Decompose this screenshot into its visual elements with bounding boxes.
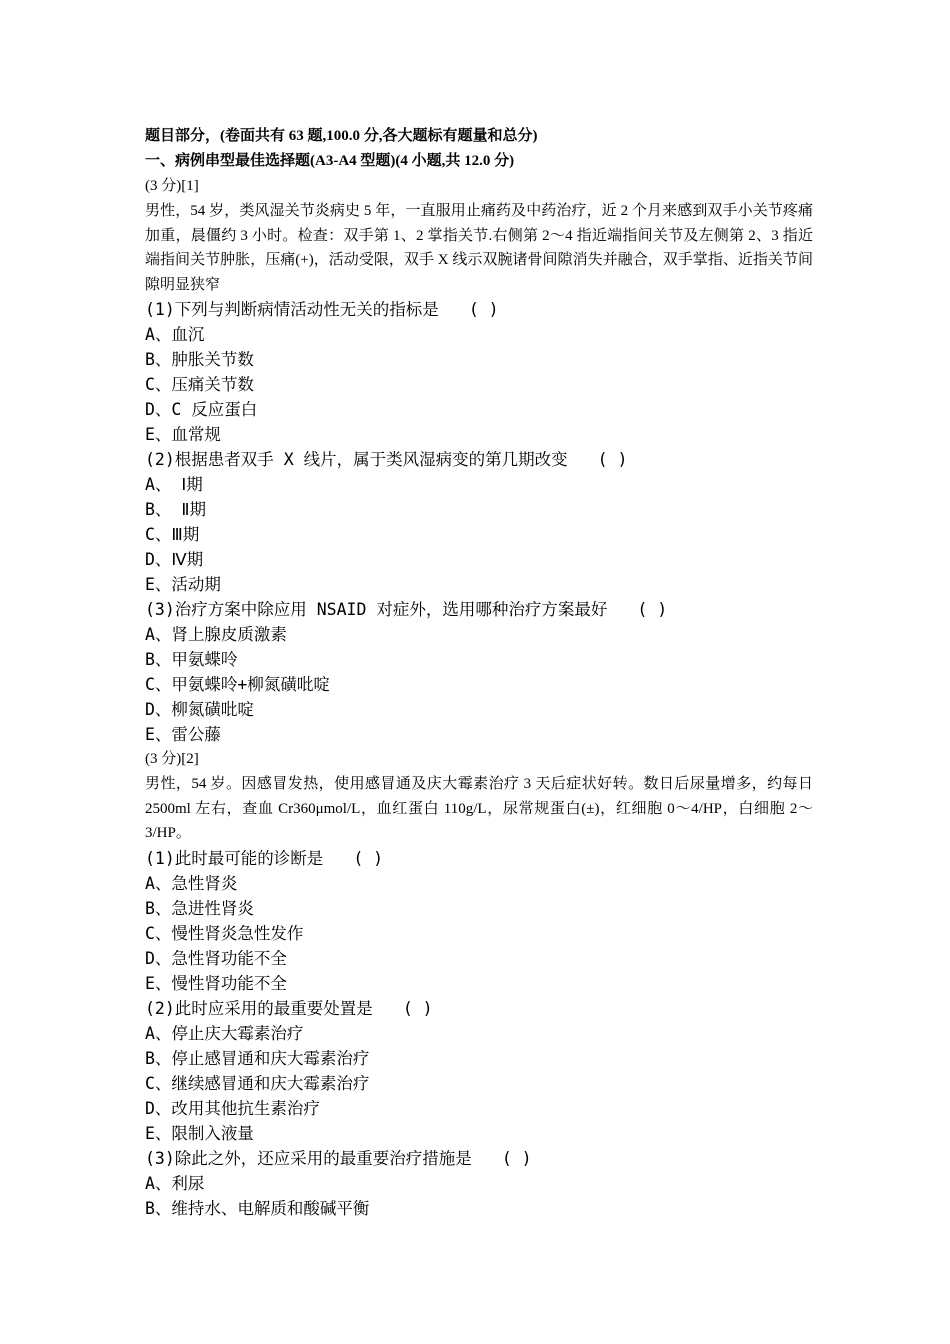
document-page xyxy=(145,124,813,1221)
question xyxy=(145,297,813,322)
option: C、压痛关节数 xyxy=(145,375,254,394)
option: A、肾上腺皮质激素 xyxy=(145,625,287,644)
option: E、血常规 xyxy=(145,425,221,444)
option: C、继续感冒通和庆大霉素治疗 xyxy=(145,1073,370,1093)
option: B、甲氨蝶呤 xyxy=(145,650,238,669)
question xyxy=(145,996,813,1021)
option: D、Ⅳ期 xyxy=(145,550,204,569)
question-text: (2)此时应采用的最重要处置是 xyxy=(145,998,373,1018)
question xyxy=(145,447,813,472)
option: B、 Ⅱ期 xyxy=(145,500,206,519)
question-text: (3)治疗方案中除应用 NSAID 对症外，选用哪种治疗方案最好 xyxy=(145,600,608,619)
option: C、慢性肾炎急性发作 xyxy=(145,923,304,943)
case-stem: 男性，54 岁，类风湿关节炎病史 5 年，一直服用止痛药及中药治疗，近 2 个月来感到双手小关节疼痛加重，晨僵约 3 小时。检查：双手第 1、2 掌指关节.右侧第 2～4 指近端指间关节及左侧第 2、3 指近端指间关节肿胀，压痛(+)，活动受限，双手 X 线示双腕诸骨间隙消失并融合，双手掌指、近指关节间隙明显狭窄 xyxy=(145,203,813,293)
question xyxy=(145,846,813,871)
page-title: 题目部分，(卷面共有 63 题,100.0 分,各大题标有题量和总分) xyxy=(145,128,538,144)
option: D、C 反应蛋白 xyxy=(145,400,258,419)
option: A、急性肾炎 xyxy=(145,873,238,893)
option: B、肿胀关节数 xyxy=(145,350,254,369)
answer-blank: ( ) xyxy=(468,300,499,319)
option: A、利尿 xyxy=(145,1173,205,1193)
question xyxy=(145,1146,813,1171)
case-score: (3 分)[2] xyxy=(145,751,199,767)
answer-blank: ( ) xyxy=(597,450,628,469)
option: A、血沉 xyxy=(145,325,205,344)
case-2 xyxy=(145,747,813,1221)
option: E、慢性肾功能不全 xyxy=(145,973,287,993)
case-1 xyxy=(145,174,813,747)
section-heading: 一、病例串型最佳选择题(A3-A4 型题)(4 小题,共 12.0 分) xyxy=(145,153,515,169)
case-score: (3 分)[1] xyxy=(145,178,199,194)
option: D、改用其他抗生素治疗 xyxy=(145,1098,320,1118)
option: C、Ⅲ期 xyxy=(145,525,200,544)
answer-blank: ( ) xyxy=(353,848,384,868)
option: A、 Ⅰ期 xyxy=(145,475,203,494)
option: E、活动期 xyxy=(145,575,221,594)
question-text: (1)下列与判断病情活动性无关的指标是 xyxy=(145,300,439,319)
answer-blank: ( ) xyxy=(402,998,433,1018)
answer-blank: ( ) xyxy=(501,1148,532,1168)
option: C、甲氨蝶呤+柳氮磺吡啶 xyxy=(145,675,330,694)
option: B、停止感冒通和庆大霉素治疗 xyxy=(145,1048,370,1068)
option: E、雷公藤 xyxy=(145,725,221,744)
question-text: (2)根据患者双手 X 线片，属于类风湿病变的第几期改变 xyxy=(145,450,568,469)
option: D、柳氮磺吡啶 xyxy=(145,700,254,719)
option: D、急性肾功能不全 xyxy=(145,948,287,968)
option: B、急进性肾炎 xyxy=(145,898,254,918)
answer-blank: ( ) xyxy=(637,600,668,619)
option: A、停止庆大霉素治疗 xyxy=(145,1023,304,1043)
option: B、维持水、电解质和酸碱平衡 xyxy=(145,1198,370,1218)
question-text: (3)除此之外，还应采用的最重要治疗措施是 xyxy=(145,1148,472,1168)
question-text: (1)此时最可能的诊断是 xyxy=(145,848,324,868)
case-stem: 男性，54 岁。因感冒发热，使用感冒通及庆大霉素治疗 3 天后症状好转。数日后尿量增多，约每日 2500ml 左右，查血 Cr360μmol/L，血红蛋白 110g/L，尿常规蛋白(±)，红细胞 0～4/HP，白细胞 2～3/HP。 xyxy=(145,776,813,841)
option: E、限制入液量 xyxy=(145,1123,254,1143)
question xyxy=(145,597,813,622)
